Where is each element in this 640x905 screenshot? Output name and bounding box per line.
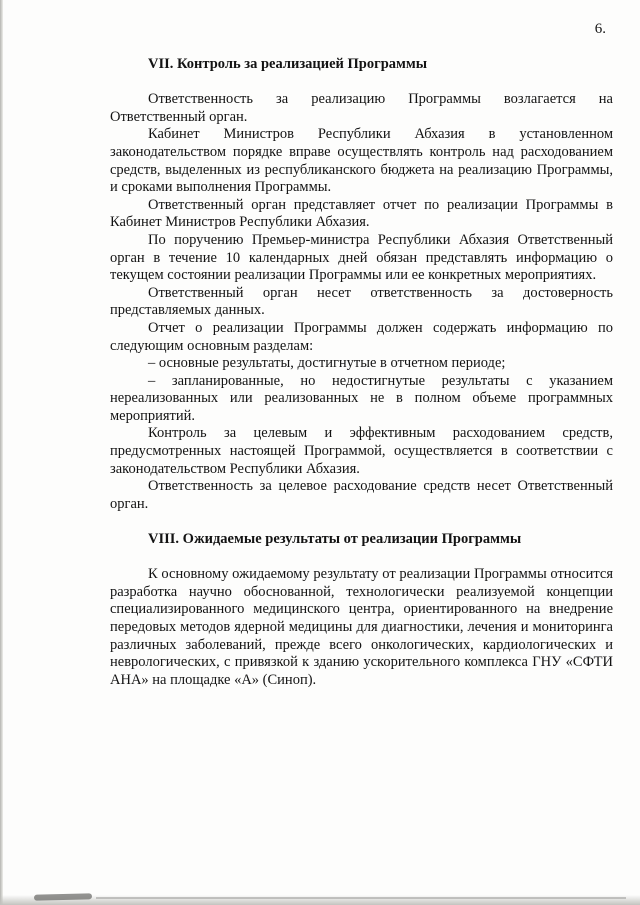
section-heading-viii: VIII. Ожидаемые результаты от реализации Программы <box>148 531 522 548</box>
section-heading-vii: VII. Контроль за реализацией Программы <box>148 56 428 72</box>
page-number: 6. <box>594 21 606 37</box>
list-item-dash: – запланированные, но недостигнутые результаты с указанием нереализованных или реализованных не в полном объеме программных мероприятий. <box>110 372 613 424</box>
paragraph: Отчет о реализации Программы должен содержать информацию по следующим основным разделам: <box>110 319 613 354</box>
paragraph: Ответственный орган несет ответственность за достоверность представляемых данных. <box>110 284 613 319</box>
paragraph: Кабинет Министров Республики Абхазия в установленном законодательством порядке вправе осуществлять контроль над расходованием средств, выделенных из республиканского бюджета на реализацию Программы, и сроками выполнения Программы. <box>110 126 613 196</box>
list-item-dash: – основные результаты, достигнутые в отчетном периоде; <box>148 355 506 372</box>
document-content <box>110 56 613 689</box>
paragraph: Ответственность за целевое расходование средств несет Ответственный орган. <box>110 478 613 512</box>
scan-bottom-line <box>96 897 626 899</box>
scan-edge-left <box>0 0 3 905</box>
paragraph: По поручению Премьер-министра Республики Абхазия Ответственный орган в течение 10 календарных дней обязан представлять информацию о текущем состоянии реализации Программы или ее конкретных мероприятиях. <box>110 231 613 284</box>
paragraph: Ответственность за реализацию Программы возлагается на Ответственный орган. <box>110 91 613 125</box>
paragraph: Контроль за целевым и эффективным расходованием средств, предусмотренных настоящей Программой, осуществляется в соответствии с законодательством Республики Абхазия. <box>110 425 613 477</box>
paragraph: К основному ожидаемому результату от реализации Программы относится разработка научно обоснованной, технологически реализуемой концепции специализированного медицинского центра, ориентированного на внедрение передовых методов ядерной медицины для диагностики, лечения и мониторинга различных заболеваний, прежде всего онкологических, кардиологических и неврологических, с привязкой к зданию ускорительного комплекса ГНУ «СФТИ АНА» на площадке «А» (Синоп). <box>110 566 613 688</box>
paragraph: Ответственный орган представляет отчет по реализации Программы в Кабинет Министров Республики Абхазия. <box>110 196 613 231</box>
